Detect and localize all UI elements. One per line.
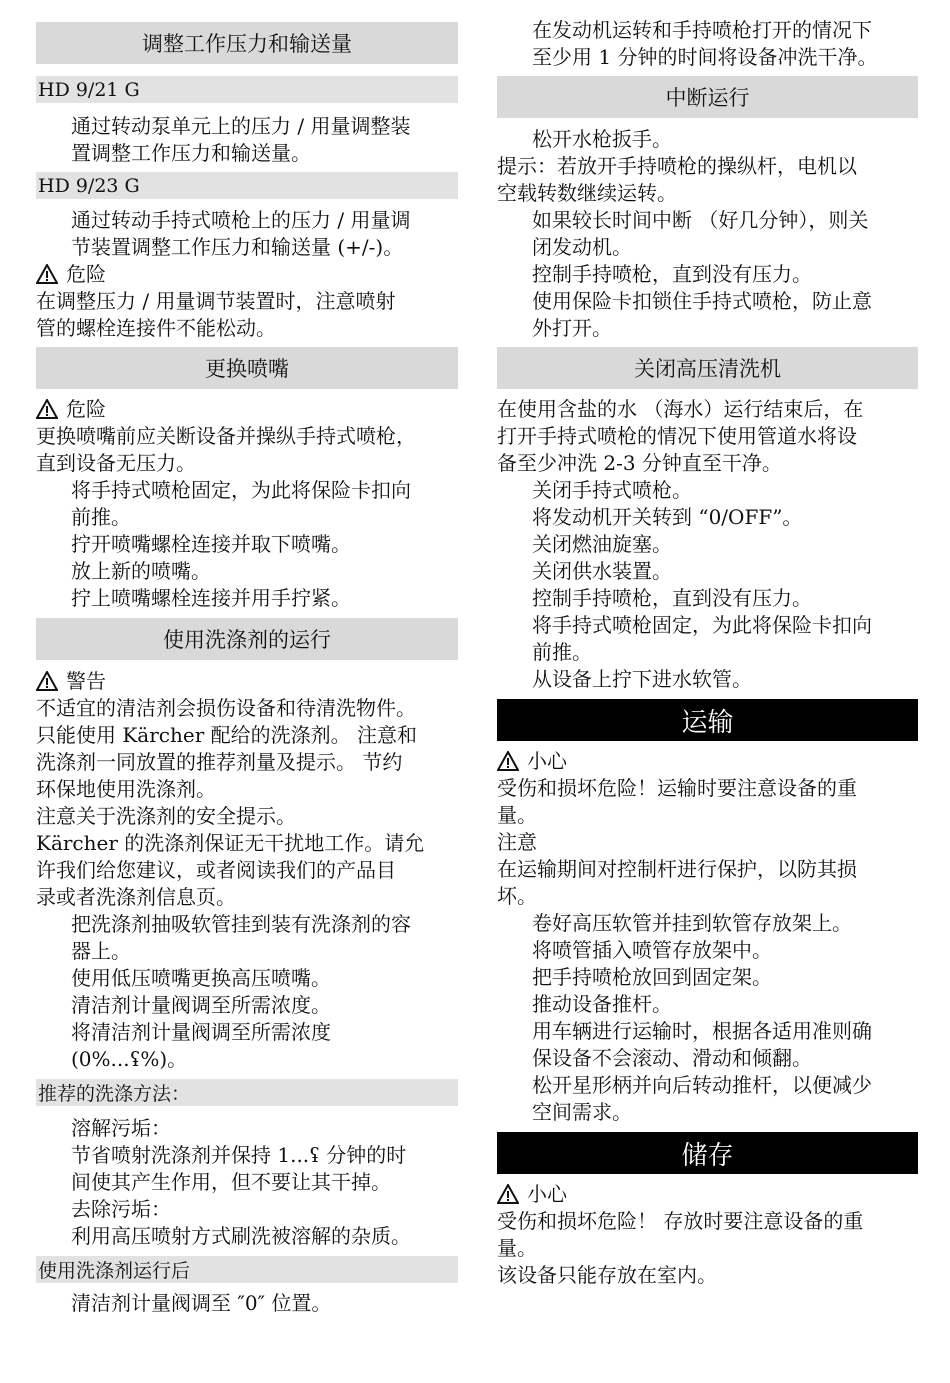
text-line: 闭发动机。 bbox=[532, 235, 632, 259]
warning-notice bbox=[36, 668, 106, 695]
text-line: 受伤和损坏危险！运输时要注意设备的重 bbox=[497, 776, 857, 800]
text-line: 该设备只能存放在室内。 bbox=[497, 1263, 717, 1287]
text-line: 如果较长时间中断 （好几分钟），则关 bbox=[532, 208, 869, 232]
text-line: 将手持式喷枪固定，为此将保险卡扣向 bbox=[71, 478, 411, 502]
text-line: 清洁剂计量阀调至 ″0″ 位置。 bbox=[71, 1291, 332, 1315]
text-line: 前推。 bbox=[532, 640, 592, 664]
text-line: 在使用含盐的水 （海水）运行结束后，在 bbox=[497, 397, 864, 421]
text-line: 卷好高压软管并挂到软管存放架上。 bbox=[532, 911, 852, 935]
text-line: 空载转数继续运转。 bbox=[497, 181, 677, 205]
text-line: 使用低压喷嘴更换高压喷嘴。 bbox=[71, 966, 331, 990]
text-line: 坏。 bbox=[497, 884, 537, 908]
text-line: Kärcher 的洗涤剂保证无干扰地工作。请允 bbox=[36, 831, 425, 855]
text-line: 关闭燃油旋塞。 bbox=[532, 532, 672, 556]
caution-notice-2 bbox=[497, 1181, 567, 1208]
text-line: 间使其产生作用，但不要让其干掉。 bbox=[71, 1170, 391, 1194]
caution-label: 小心 bbox=[527, 1182, 567, 1206]
text-line: 把洗涤剂抽吸软管挂到装有洗涤剂的容 bbox=[71, 912, 411, 936]
subheading-hd921: HD 9/21 G bbox=[36, 76, 458, 103]
caution-notice-1 bbox=[497, 748, 567, 775]
heading-storage: 储存 bbox=[497, 1132, 918, 1174]
text-line: 控制手持喷枪，直到没有压力。 bbox=[532, 262, 812, 286]
text-line: 量。 bbox=[497, 803, 537, 827]
text-line: 外打开。 bbox=[532, 316, 612, 340]
text-line: 至少用 1 分钟的时间将设备冲洗干净。 bbox=[532, 45, 878, 69]
text-line: 推动设备推杆。 bbox=[532, 992, 672, 1016]
text-line: 节省喷射洗涤剂并保持 1...ʢ 分钟的时 bbox=[71, 1143, 407, 1167]
text-line: 关闭手持式喷枪。 bbox=[532, 478, 692, 502]
warning-triangle-icon bbox=[36, 264, 58, 284]
text-line: 量。 bbox=[497, 1236, 537, 1260]
text-line: 溶解污垢： bbox=[71, 1116, 171, 1140]
text-line: 把手持喷枪放回到固定架。 bbox=[532, 965, 772, 989]
danger-notice-2 bbox=[36, 396, 106, 423]
text-line: 清洁剂计量阀调至所需浓度。 bbox=[71, 993, 331, 1017]
caution-label: 小心 bbox=[527, 749, 567, 773]
text-line: 录或者洗涤剂信息页。 bbox=[36, 885, 236, 909]
text-line: 通过转动手持式喷枪上的压力 / 用量调 bbox=[71, 208, 411, 232]
text-line: (0%...ʢ%)。 bbox=[71, 1047, 188, 1071]
text-line: 拧开喷嘴螺栓连接并取下喷嘴。 bbox=[71, 532, 351, 556]
danger-label: 危险 bbox=[66, 397, 106, 421]
subheading-after: 使用洗涤剂运行后 bbox=[36, 1256, 458, 1283]
text-line: 注意关于洗涤剂的安全提示。 bbox=[36, 804, 296, 828]
heading-shutdown: 关闭高压清洗机 bbox=[497, 347, 918, 389]
text-line: 用车辆进行运输时，根据各适用准则确 bbox=[532, 1019, 872, 1043]
text-line: 松开星形柄并向后转动推杆，以便减少 bbox=[532, 1073, 872, 1097]
text-line: 前推。 bbox=[71, 505, 131, 529]
heading-pressure: 调整工作压力和输送量 bbox=[36, 22, 458, 64]
text-line: 备至少冲洗 2-3 分钟直至干净。 bbox=[497, 451, 782, 475]
subheading-methods: 推荐的洗涤方法： bbox=[36, 1079, 458, 1106]
warning-triangle-icon bbox=[36, 399, 58, 419]
text-line: 将发动机开关转到 “0/OFF”。 bbox=[532, 505, 803, 529]
text-line: 管的螺栓连接件不能松动。 bbox=[36, 316, 276, 340]
subheading-hd923: HD 9/23 G bbox=[36, 172, 458, 199]
text-line: 器上。 bbox=[71, 939, 131, 963]
text-line: 在发动机运转和手持喷枪打开的情况下 bbox=[532, 18, 872, 42]
text-line: 提示：若放开手持喷枪的操纵杆，电机以 bbox=[497, 154, 857, 178]
danger-notice-1 bbox=[36, 261, 106, 288]
text-line: 在运输期间对控制杆进行保护，以防其损 bbox=[497, 857, 857, 881]
text-line: 拧上喷嘴螺栓连接并用手拧紧。 bbox=[71, 586, 351, 610]
text-line: 将清洁剂计量阀调至所需浓度 bbox=[71, 1020, 331, 1044]
warning-triangle-icon bbox=[497, 1184, 519, 1204]
text-line: 将手持式喷枪固定，为此将保险卡扣向 bbox=[532, 613, 872, 637]
text-line: 去除污垢： bbox=[71, 1197, 171, 1221]
heading-nozzle: 更换喷嘴 bbox=[36, 347, 458, 389]
text-line: 受伤和损坏危险！ 存放时要注意设备的重 bbox=[497, 1209, 864, 1233]
text-line: 洗涤剂一同放置的推荐剂量及提示。 节约 bbox=[36, 750, 403, 774]
heading-interrupt: 中断运行 bbox=[497, 76, 918, 118]
text-line: 置调整工作压力和输送量。 bbox=[71, 141, 311, 165]
text-line: 从设备上拧下进水软管。 bbox=[532, 667, 752, 691]
text-line: 使用保险卡扣锁住手持式喷枪，防止意 bbox=[532, 289, 872, 313]
text-line: 环保地使用洗涤剂。 bbox=[36, 777, 216, 801]
danger-label: 危险 bbox=[66, 262, 106, 286]
text-line: 利用高压喷射方式刷洗被溶解的杂质。 bbox=[71, 1224, 411, 1248]
heading-transport: 运输 bbox=[497, 699, 918, 741]
warning-triangle-icon bbox=[497, 751, 519, 771]
text-line: 松开水枪扳手。 bbox=[532, 127, 672, 151]
text-line: 保设备不会滚动、滑动和倾翻。 bbox=[532, 1046, 812, 1070]
text-line: 节装置调整工作压力和输送量 (+/-)。 bbox=[71, 235, 404, 259]
heading-detergent: 使用洗涤剂的运行 bbox=[36, 618, 458, 660]
warning-triangle-icon bbox=[36, 671, 58, 691]
text-line: 控制手持喷枪，直到没有压力。 bbox=[532, 586, 812, 610]
text-line: 许我们给您建议，或者阅读我们的产品目 bbox=[36, 858, 396, 882]
text-line: 只能使用 Kärcher 配给的洗涤剂。 注意和 bbox=[36, 723, 417, 747]
text-line: 直到设备无压力。 bbox=[36, 451, 196, 475]
text-line: 不适宜的清洁剂会损伤设备和待清洗物件。 bbox=[36, 696, 416, 720]
text-line: 关闭供水装置。 bbox=[532, 559, 672, 583]
text-line: 放上新的喷嘴。 bbox=[71, 559, 211, 583]
text-line: 空间需求。 bbox=[532, 1100, 632, 1124]
warning-label: 警告 bbox=[66, 669, 106, 693]
text-line: 更换喷嘴前应关断设备并操纵手持式喷枪， bbox=[36, 424, 416, 448]
text-line: 打开手持式喷枪的情况下使用管道水将设 bbox=[497, 424, 857, 448]
text-line: 将喷管插入喷管存放架中。 bbox=[532, 938, 772, 962]
text-line: 通过转动泵单元上的压力 / 用量调整装 bbox=[71, 114, 411, 138]
text-line: 在调整压力 / 用量调节装置时，注意喷射 bbox=[36, 289, 396, 313]
text-line: 注意 bbox=[497, 830, 537, 854]
